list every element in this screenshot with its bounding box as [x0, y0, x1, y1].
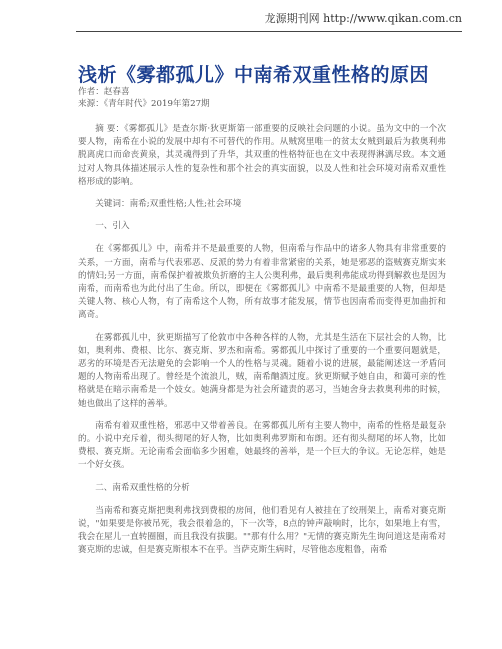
- body-paragraph: 在《雾都孤儿》中，南希并不是最重要的人物，但南希与作品中的诸多人物具有非常重要的关系，一方面，南希与代表邪恶、反派的势力有着非常紧密的关系，她是邪恶的盗贼赛克斯实来的情妇;另一方面，南希保护着被欺负折磨的主人公奥利弗，最后奥利弗能成功得到解救也是因为南希，而南希也为此付出了生命。所以，即便在《雾都孤儿》中南希不是最重要的人物，但却是关键人物、核心人物，有了南希这个人物，所有故事才能发展，情节也因南希而变得更加曲折和离奇。: [78, 244, 446, 321]
- abstract-paragraph: 摘 要：《雾都孤儿》是查尔斯·狄更斯第一部重要的反映社会问题的小说。虽为文中的一个次要人物，南希在小说的发展中却有不可替代的作用。从贼窝里唯一的贫太女贼到最后为救奥利弗脱离虎口而命丧黄泉，其灵魂得到了升华，其双重的性格特征也在文中表现得淋漓尽致。本文通过对人物具体描述展示人性的复杂性和那个社会的真实面貌，以及人性和社会环境对南希双重性格形成的影响。: [78, 124, 446, 187]
- author-line: 作者：赵春喜: [78, 87, 130, 97]
- section-heading-analysis: 二、南希双重性格的分析: [95, 482, 190, 493]
- article-title: 浅析《雾都孤儿》中南希双重性格的原因: [78, 64, 430, 86]
- section-heading-intro: 一、引入: [95, 221, 130, 232]
- site-header: 龙源期刊网 http://www.qikan.com.cn: [76, 10, 462, 32]
- body-paragraph: 南希有着双重性格，邪恶中又带着善良。在雾都孤儿所有主要人物中，南希的性格是最复杂的。小说中充斥着，彻头彻尾的好人物，比如奥利弗罗斯和布朗。还有彻头彻尾的坏人物，比如费根、赛克斯。无论南希会面临多少困难，她最终的善举，是一个巨大的争议。无论怎样，她是一个好女孩。: [78, 420, 446, 471]
- keywords-paragraph: 关键词：南希;双重性格;人性;社会环境: [95, 199, 242, 210]
- source-line: 来源：《青年时代》2019年第27期: [78, 99, 210, 109]
- body-paragraph: 当南希和赛克斯把奥利弗找到费根的房间，他们看见有人被挂在了绞刑架上，南希对赛克斯说，"如果要是你被吊死，我会很着急的，下一次等，8点的钟声敲响时，比尔，如果地上有雪，我会在屋儿一直转圈圈，而且我没有拔腿。""那有什么用？"无情的赛克斯先生询问道这是南希对赛克斯的忠诚，但是赛克斯根本不在乎。当萨克斯生病时，尽管他态度粗鲁，南希: [78, 505, 446, 556]
- article-body: [78, 123, 446, 567]
- body-paragraph: 在雾都孤儿中，狄更斯描写了伦敦市中各种各样的人物，尤其是生活在下层社会的人物，比如，奥利弗、费根、比尔、赛克斯、罗杰和南希。雾都孤儿中探讨了重要的一个重要问题就是，恶劣的环境是否无法避免的会影响一个人的性格与灵魂。随着小说的进展，最能阐述这一矛盾问题的人物南希出现了。曾经是个流浪儿，贼，南希酗酒过度。狄更斯赋予她自由，和蔼可亲的性格就是在暗示南希是一个妓女。她满身都是为社会所谴责的恶习，当她舍身去救奥利弗的时候，她也做出了这样的善举。: [78, 332, 446, 409]
